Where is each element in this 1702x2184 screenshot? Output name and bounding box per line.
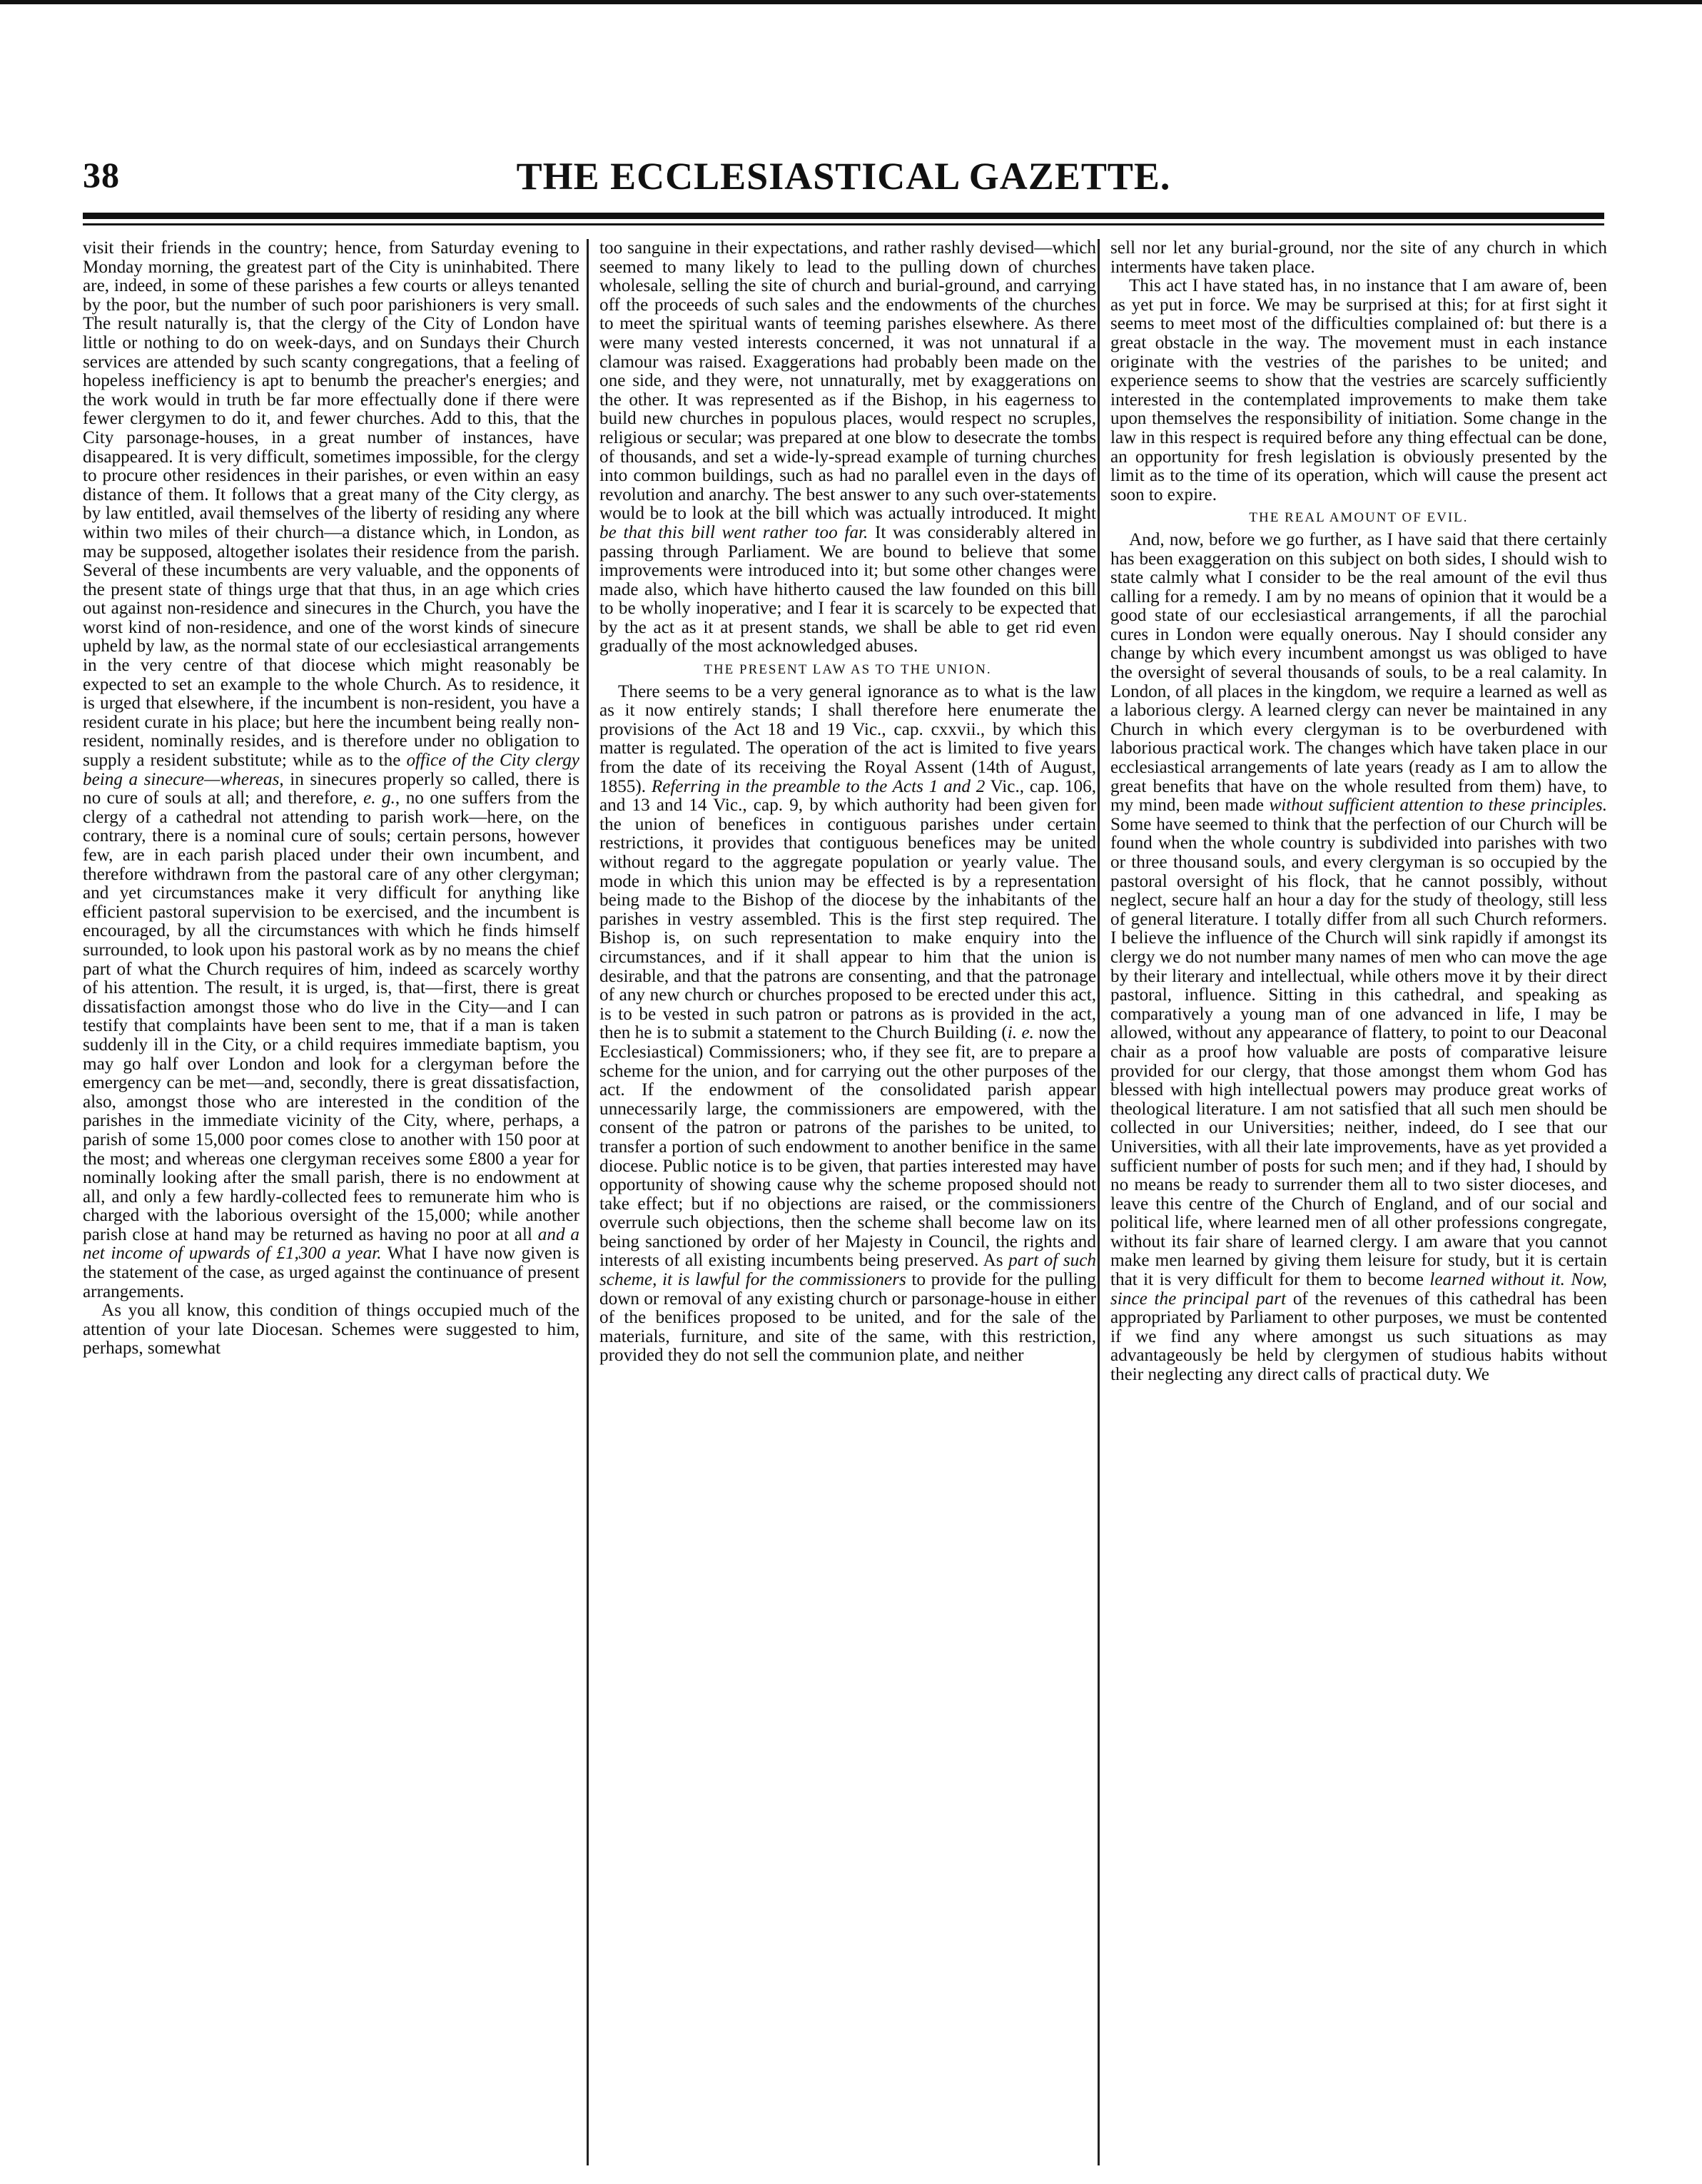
column-2 bbox=[599, 239, 1096, 2165]
italic-text-run: learned without it. Now, since the principal part bbox=[1110, 1270, 1607, 1309]
italic-text-run: i. e. bbox=[1007, 1023, 1034, 1043]
italic-text-run: be that this bill went rather too far. bbox=[599, 522, 868, 542]
text-run: of the revenues of this cathedral has been appropriated by Parliament to other purposes, we must be contented if we find any where amongst us such situations as may advantageously be held by clergymen of studious habits without their neglecting any direct calls of practical duty. We bbox=[1110, 1289, 1607, 1385]
italic-text-run: without sufficient attention to these principles. bbox=[1269, 796, 1607, 816]
text-run: Vic., cap. 106, and 13 and 14 Vic., cap. 9, by which authority had been given for the union of benefices in contiguous parishes under certain restrictions, it provides that contiguous benefices may be united without regard to the aggregate population or yearly value. The mode in which this union may be effected is by a representation being made to the Bishop of the diocese by the inhabitants of the parishes in vestry assembled. This is the first step required. The Bishop is, on such representation to make enquiry into the circumstances, and if it shall appear to him that the union is desirable, and that the patrons are consenting, and that the patronage of any new church or churches proposed to be erected under this act, is to be vested in such patron or patrons as is provided in the act, then he is to submit a statement to the Church Building ( bbox=[599, 776, 1096, 1043]
page-header bbox=[83, 154, 1604, 200]
text-run: to provide for the pulling down or removal of any existing church or parsonage-house in either of the benifices proposed to be united, and for the sale of the materials, furniture, and site of the same, with this restriction, provided they do not sell the communion plate, and neither bbox=[599, 1270, 1096, 1366]
masthead-title: THE ECCLESIASTICAL GAZETTE. bbox=[516, 155, 1171, 198]
text-run: There seems to be a very general ignorance as to what is the law as it now entirely stands; I shall therefore here enumerate the provisions of the Act 18 and 19 Vic., cap. cxxvii., by which this matter is regulated. The operation of the act is limited to five years from the date of its receiving the Royal Assent (14th of August, 1855). bbox=[599, 681, 1096, 796]
top-border-rule bbox=[0, 0, 1702, 4]
text-run: too sanguine in their expectations, and rather rashly devised—which seemed to many likely to lead to the pulling down of churches wholesale, selling the site of church and burial-ground, and carrying off the proceeds of such sales and the endowments of the churches to meet the spiritual wants of teeming parishes elsewhere. As there were many vested interests concerned, it was not unnatural if a clamour was raised. Exaggerations had probably been made on the one side, and they were, not unnaturally, met by exaggerations on the other. It was represented as if the Bishop, in his eagerness to build new churches in populous places, would respect no scruples, religious or secular; was prepared at one blow to desecrate the tombs of thousands, and set a wide-ly-spread example of turning churches into common buildings, such as had no parallel even in the days of revolution and anarchy. The best answer to any such over-statements would be to look at the bill which was actually introduced. It might bbox=[599, 239, 1096, 524]
text-run: And, now, before we go further, as I have said that there certainly has been exaggeration on this subject on both sides, I should wish to state calmly what I consider to be the real amount of the evil thus calling for a remedy. I am by no means of opinion that it would be a good state of our ecclesiastical arrangements, if all the parochial cures in London were equally onerous. Nay I should consider any change by which every incumbent amongst us was obliged to have the oversight of several thousands of souls, to be a real calamity. In London, of all places in the kingdom, we require a learned as well as a laborious clergy. A learned clergy can never be maintained in any Church in which every clergyman is to be overburdened with laborious practical work. The changes which have taken place in our ecclesiastical arrangements of late years (ready as I am to allow the great benefits that have on the whole resulted from them) have, to my mind, been made bbox=[1110, 529, 1607, 816]
section-heading-present-law: THE PRESENT LAW AS TO THE UNION. bbox=[704, 662, 992, 678]
column-divider bbox=[587, 239, 589, 2165]
header-rule-thin bbox=[83, 223, 1604, 225]
text-run: What I have now given is the statement of the case, as urged against the continuance of present arrangements. bbox=[83, 1244, 579, 1301]
column-divider bbox=[1098, 239, 1100, 2165]
text-run: now the Ecclesiastical) Commissioners; who, if they see fit, are to prepare a scheme for the union, and for carrying out the other purposes of the act. If the endowment of the consolidated parish appear unnecessarily large, the commissioners are empowered, with the consent of the patron or patrons of the parishes to be united, to transfer a portion of such endowment to another benifice in the same diocese. Public notice is to be given, that parties interested may have opportunity of showing cause why the scheme proposed should not take effect; but if no objections are raised, or the commissioners overrule such objections, then the scheme shall become law on its being sanctioned by order of her Majesty in Council, the rights and interests of all existing incumbents being preserved. As bbox=[599, 1023, 1096, 1271]
col3-paragraph-1: This act I have stated has, in no instance that I am aware of, been as yet put in force. We may be surprised at this; for at first sight it seems to meet most of the difficulties complained of: but there is a great obstacle in the way. The movement must in each instance originate with the vestries of the parishes to be united; and experience seems to show that the vestries are scarcely sufficiently interested in the contemplated improvements to make them take upon themselves the responsibility of initiation. Some change in the law in this respect is required before any thing effectual can be done, an opportunity for fresh legislation is obviously presented by the limit as to the time of its operation, which will cause the present act soon to expire. bbox=[1110, 276, 1607, 504]
col2-paragraph-1 bbox=[599, 239, 1096, 656]
column-3 bbox=[1110, 239, 1607, 2165]
page-number: 38 bbox=[83, 155, 120, 195]
col2-paragraph-2 bbox=[599, 683, 1096, 1366]
text-run: Some have seemed to think that the perfection of our Church will be found when the whole country is subdivided into parishes with two or three thousand souls, and every clergyman is so occupied by the pastoral oversight of his flock, that he cannot possibly, without neglect, secure half an hour a day for the study of theology, still less of general literature. I totally differ from all such Church reformers. I believe the influence of the Church will sink rapidly if amongst its clergy we do not number many names of men who can move the age by their literary and intellectual, while others move it by their direct pastoral, influence. Sitting in this cathedral, and speaking as comparatively a young man of one advanced in life, I may be allowed, without any appearance of flattery, to point to our Deaconal chair as a proof how valuable are posts of comparative leisure provided for our clergy, that those amongst them whom God has blessed with high intellectual powers may produce great works of theological literature. I am not satisfied that all such men should be collected in our Universities; neither, indeed, do I see that our Universities, with all their late improvements, have as yet provided a sufficient number of posts for such men; and if they had, I should by no means be ready to surrender them all to two sister dioceses, and leave this centre of the Church of England, and of our social and political life, where learned men of all other professions congregate, without its fair share of learned clergy. I am aware that you cannot make men learned by giving them leisure for study, but it is certain that it is very difficult for them to become bbox=[1110, 814, 1607, 1290]
italic-text-run: office of the City clergy being a sinecure—whereas bbox=[83, 751, 579, 789]
header-rule-thick bbox=[83, 213, 1604, 219]
col1-paragraph-1 bbox=[83, 239, 579, 1301]
italic-text-run: Referring in the preamble to the Acts 1 and 2 bbox=[651, 776, 986, 796]
column-1 bbox=[83, 239, 579, 2165]
text-run: It was considerably altered in passing through Parliament. We are bound to believe that some improvements were introduced into it; but some other changes were made also, which have hitherto caused the law founded on this bill to be wholly inoperative; and I fear it is scarcely to be expected that by the act as it at present stands, we shall be able to get rid even gradually of the most acknowledged abuses. bbox=[599, 522, 1096, 656]
italic-text-run: and a net income of upwards of £1,300 a year. bbox=[83, 1224, 579, 1264]
italic-text-run: part of such scheme, it is lawful for the commissioners bbox=[599, 1251, 1096, 1290]
col1-paragraph-2: As you all know, this condition of things occupied much of the attention of your late Diocesan. Schemes were suggested to him, perhaps, somewhat bbox=[83, 1301, 579, 1358]
col3-paragraph-2 bbox=[1110, 531, 1607, 1385]
italic-text-run: e. g. bbox=[363, 788, 395, 808]
col3-paragraph-0: sell nor let any burial-ground, nor the site of any church in which interments have taken place. bbox=[1110, 239, 1607, 277]
section-heading-real-amount: THE REAL AMOUNT OF EVIL. bbox=[1249, 510, 1469, 526]
text-run: visit their friends in the country; hence, from Saturday evening to Monday morning, the greatest part of the City is uninhabited. There are, indeed, in some of these parishes a few courts or alleys tenanted by the poor, but the number of such poor parishioners is very small. The result naturally is, that the clergy of the City of London have little or nothing to do on week-days, and on Sundays their Church services are attended by such scanty congregations, that a feeling of hopeless inefficiency is apt to benumb the preacher's energies; and the work would in truth be far more effectually done if there were fewer clergymen to do it, and fewer churches. Add to this, that the City parsonage-houses, in a great number of instances, have disappeared. It is very difficult, sometimes impossible, for the clergy to procure other residences in their parishes, or even within an easy distance of them. It follows that a great many of the City clergy, as by law entitled, avail themselves of the liberty of residing any where within two miles of their church—a distance which, in London, as may be supposed, altogether isolates their residence from the parish. Several of these incumbents are very valuable, and the opponents of the present state of things urge that that thus, in an age which cries out against non-residence and sinecures in the Church, you have the worst kind of non-residence, and one of the worst kinds of sinecure upheld by law, as the normal state of our ecclesiastical arrangements in the very centre of that diocese which might reasonably be expected to set an example to the whole Church. As to residence, it is urged that elsewhere, if the incumbent is non-resident, you have a resident curate in his place; but here the incumbent being really non-resident, nominally resides, and is therefore under no obligation to supply a resident substitute; while as to the bbox=[83, 239, 579, 771]
text-run: , no one suffers from the clergy of a cathedral not attending to parish work—here, on the contrary, there is a nominal cure of souls; certain persons, however few, are in each parish placed under their own incumbent, and therefore withdrawn from the pastoral care of any other clergyman; and yet circumstances make it very difficult for anything like efficient pastoral supervision to be exercised, and the incumbent is encouraged, by all the circumstances with which he finds himself surrounded, to look upon his pastoral work as by no means the chief part of what the Church requires of him, indeed as scarcely worthy of his attention. The result, it is urged, is, that—first, there is great dissatisfaction amongst those who do live in the City—and I can testify that complaints have been sent to me, that if a man is taken suddenly ill in the City, or a child requires immediate baptism, you may go half over London and look for a clergyman before the emergency can be met—and, secondly, there is great dissatisfaction, also, amongst those who are interested in the condition of the parishes in the immediate vicinity of the City, where, perhaps, a parish of some 15,000 poor comes close to another with 150 poor at the most; and whereas one clergyman receives some £800 a year for nominally looking after the small parish, there is no endowment at all, and only a few hardly-collected fees to remunerate him who is charged with the laborious oversight of the 15,000; while another parish close at hand may be returned as having no poor at all bbox=[83, 788, 579, 1244]
text-run: , in sinecures properly so called, there is no cure of souls at all; and therefore, bbox=[83, 769, 579, 808]
